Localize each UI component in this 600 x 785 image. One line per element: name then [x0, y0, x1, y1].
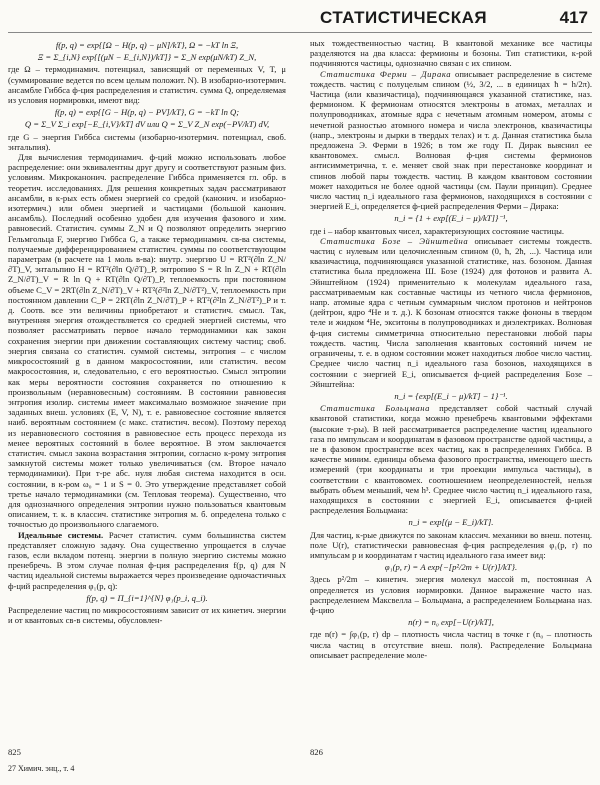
formula: φ₁(p, r) = A exp{−[p²/2m + U(r)]/kT}.: [384, 562, 518, 573]
paragraph: где Ω – термодинамич. потенциал, зависящий от переменных V, T, μ (суммирование ведется по всем целым положит. N). В изобарно-изотермич. ансамбле Гиббса ф-ция распределения и статистич. сумма Q, определяемая из условия нормировки, имеют вид:: [8, 64, 286, 106]
paragraph-text: представляет собой частный случай квантовой статистики, когда можно пренебречь квантовыми эффектами (высокие т-ры). В ней рассматривается распределение частиц идеального газа по импульсам и координатам в фазовом пространстве одной частицы, а не в фазовом пространстве всех частиц, как в распределениях Гиббса. В качестве миним. единицы объема фазового пространства, имеющего шесть измерений (три координаты и три проекции импульса частицы), в соответствии с квантовомех. соотношением неопределенностей, нельзя выбрать объем меньший, чем h³. Среднее число частиц n_i идеального газа, находящихся в состоянии с энергией E_i, описывается ф-цией распределения Больцмана:: [310, 403, 592, 516]
paragraph: Здесь p²/2m – кинетич. энергия молекул массой m, постоянная A определяется из условия нормировки. Данное выражение часто наз. распределением Максвелла – Больцмана, а распределением Больцмана наз. ф-цию: [310, 574, 592, 615]
paragraph: ных тождественностью частиц. В квантовой механике все частицы разделяются на два класса: фермионы и бозоны. Тип статистики, к-рой подчиняются частицы, однозначно связан с их спином.: [310, 38, 592, 69]
formula: n(r) = n₀ exp[−U(r)/kT],: [408, 617, 494, 628]
subsection-heading: Статистика Бозе – Эйнштейна: [320, 235, 469, 246]
running-head: СТАТИСТИЧЕСКАЯ: [320, 8, 488, 27]
footer-page-number-right: 826: [310, 747, 323, 757]
formula: f(p, q) = Π_{i=1}^{N} φ₁(p_i, q_i).: [86, 592, 208, 603]
paragraph: [310, 236, 592, 389]
formula: f(p, q) = exp{[Ω − H(p, q) − μN]/kT}, Ω = −kT ln Ξ,: [55, 40, 239, 50]
formula: n_i = {1 + exp[(E_i − μ)/kT]}⁻¹,: [394, 213, 508, 224]
paragraph: Для частиц, к-рые движутся по законам классич. механики во внеш. потенц. поле U(r), статистически равновесная ф-ция распределения φ₁(p, r) по импульсам p и координатам r частиц идеального газа имеет вид:: [310, 529, 592, 560]
subsection-heading: Статистика Ферми – Дирака: [320, 68, 452, 79]
paragraph-text: описывает системы тождеств. частиц с нулевым или целочисленным спином (0, ħ, 2ħ, ...). Частица или квазичастица, подчиняющаяся указанной статистике, наз. бозоном. Данная статистика была предложена Ш. Бозе (1924) для фотонов и развита А. Эйнштейном (1924) применительно к молекулам идеального газа, рассматриваемым как составные частицы из четного числа фермионов, напр. атомные ядра с четным суммарным числом протонов и нейтронов (дейтрон, ядро ⁴He и т. д.). К бозонам относятся также фононы в твердом теле и жидком ⁴He, экситоны в полупроводниках и диэлектриках. Волновая ф-ция системы симметрична относительно перестановки любой пары тождеств. частиц. Числа заполнения квантовых состояний ничем не ограничены, т. е. в одном состоянии может находиться любое число частиц. Среднее число частиц n_i идеального газа бозонов, находящихся в состоянии с энергией E_i, описывается ф-цией распределения Бозе – Эйнштейна:: [310, 235, 593, 389]
paragraph-text: Расчет статистич. сумм большинства систем представляет сложную задачу. Она существенно упрощается в случае газов, если вкладом потенц. энергии в полную энергию системы можно пренебречь. В этом случае полная ф-ция распределения f(p, q) для N частиц идеальной системы выражается через произведение одночастичных ф-ций распределения φ₁(p, q):: [8, 529, 286, 591]
right-column: [310, 38, 592, 660]
paragraph: где i – набор квантовых чисел, характеризующих состояние частицы.: [310, 225, 565, 236]
footer-signature-note: 27 Химич. энц., т. 4: [8, 764, 75, 773]
page-number: 417: [559, 8, 588, 27]
paragraph: Распределение частиц по микросостояниям зависит от их кинетич. энергии и от квантовых св-в системы, обусловлен-: [8, 604, 286, 626]
paragraph: где n(r) = ∫φ₁(p, r) dp – плотность числа частиц в точке r (n₀ – плотность числа частиц в отсутствие внеш. поля). Распределение Больцмана описывает распределение моле-: [310, 629, 592, 660]
section-heading: Идеальные системы.: [18, 529, 104, 540]
paragraph: где G – энергия Гиббса системы (изобарно-изотермич. потенциал, своб. энтальпия).: [8, 131, 286, 152]
paragraph: [310, 69, 592, 212]
paragraph-text: описывает распределение в системе тождеств. частиц с полуцелым спином (½, 3/2, ... в единицах ħ = h/2π). Частица (или квазичастица), подчиняющаяся указанной статистике, наз. фермионом. К фермионам относятся электроны в атомах, металлах и полупроводниках, атомные ядра с нечетным атомным номером, атомы с нечетной разностью атомного номера и числа электронов, квазичастицы (напр., электроны и дырки в твердых телах) и т. д. Данная статистика была предложена Э. Ферми в 1926; в том же году П. Дирак выяснил ее квантовомех. смысл. Волновая ф-ция системы фермионов антисимметрична, т. е. меняет свой знак при перестановке координат и спинов любой пары тождеств. частиц. В каждом квантовом состоянии может находиться не более одной частицы (см. Паули принцип). Среднее число частиц n_i идеального газа фермионов, находящихся в состоянии с энергией E_i, определяется ф-цией распределения Ферми – Дирака:: [310, 68, 592, 212]
page-header: [320, 8, 590, 30]
formula: Ξ = Σ_{i,N} exp{[(μN − E_{i,N})/kT]} = Σ_N exp(μN/kT) Z_N,: [37, 52, 257, 63]
formula: n_i = exp[(μ − E_i)/kT].: [408, 517, 494, 528]
left-column: [8, 38, 286, 625]
formula: Q = Σ_V Σ_i exp[−E_{i,V}/kT] dV или Q = Σ_V Z_N exp(−PV/kT) dV,: [24, 119, 270, 130]
paragraph: Для вычисления термодинамич. ф-ций можно использовать любое распределение: они эквивалентны друг другу и соответствуют разным физ. условиям. Микроканонич. распределение Гиббса применяется гл. обр. в теоретич. исследованиях. Для решения конкретных задач рассматривают ансамбли, в к-рых есть обмен энергией со средой (канонич. и изобарно-изотермич.) или обмен энергией и частицами (большой канонич. ансамбль). Последний особенно удобен для изучения фазового и хим. равновесий. Статистич. суммы Z_N и Q позволяют определить энергию Гельмгольца F, энергию Гиббса G, а также термодинамич. св-ва системы, получаемые дифференцированием статистич. суммы по соответствующим параметрам (в расчете на 1 моль в-ва): внутр. энергию U = RT²(∂ln Z_N/∂T)_V, энтальпию H = RT²(∂ln Q/∂T)_P, энтропию S = R ln Z_N + RT(∂ln Z_N/∂T)_V = R ln Q + RT(∂ln Q/∂T)_P, теплоемкость при постоянном объеме C_V = 2RT(∂ln Z_N/∂T)_V + RT²(∂²ln Z_N/∂T²)_V, теплоемкость при постоянном давлении C_P = 2RT(∂ln Z_N/∂T)_P + RT²(∂²ln Z_N/∂T²)_P и т. д. Соотв. все эти величины приобретают и статистич. смысл. Так, внутренняя энергия отождествляется со средней энергией системы, что позволяет рассматривать первое начало термодинамики как закон сохранения энергии при движении составляющих систему частиц; своб. энергия связана со статистич. суммой системы, энтропия – с числом микросостояний g в данном макросостоянии, или статистич. весом макросостояния, и, следовательно, с его вероятностью. Смысл энтропии как меры вероятности состояния сохраняется по отношению к произвольным (неравновесным) состояниям. В состоянии равновесия энтропия изолир. системы имеет максимально возможное значение при заданных внеш. условиях (E, V, N), т. е. равновесное состояние является наиб. вероятным состоянием (с макс. статистич. весом). Поэтому переход из неравновесного состояния в равновесное есть процесс перехода из менее вероятных состояний в более вероятное. В этом заключается статистич. смысл закона возрастания энтропии, согласно к-рому энтропия замкнутой системы может только увеличиваться (см. Второе начало термодинамики). При т-ре абс. нуля любая система находится в осн. состоянии, в к-ром ω₀ = 1 и S = 0. Это утверждение представляет собой третье начало термодинамики (см. Тепловая теорема). Существенно, что для однозначного определения энтропии нужно пользоваться квантовым описанием, т. к. в классич. статистике энтропия м. б. определена только с точностью до произвольного слагаемого.: [8, 152, 286, 530]
paragraph: [8, 530, 286, 591]
formula: n_i = {exp[(E_i − μ)/kT] − 1}⁻¹.: [394, 390, 508, 401]
formula: f(p, q) = exp{[G − H(p, q) − PV]/kT}, G = −kT ln Q;: [54, 107, 240, 118]
paragraph: [310, 403, 592, 515]
footer-page-number-left: 825: [8, 747, 21, 757]
header-rule: [8, 32, 592, 33]
subsection-heading: Статистика Больцмана: [320, 403, 430, 414]
